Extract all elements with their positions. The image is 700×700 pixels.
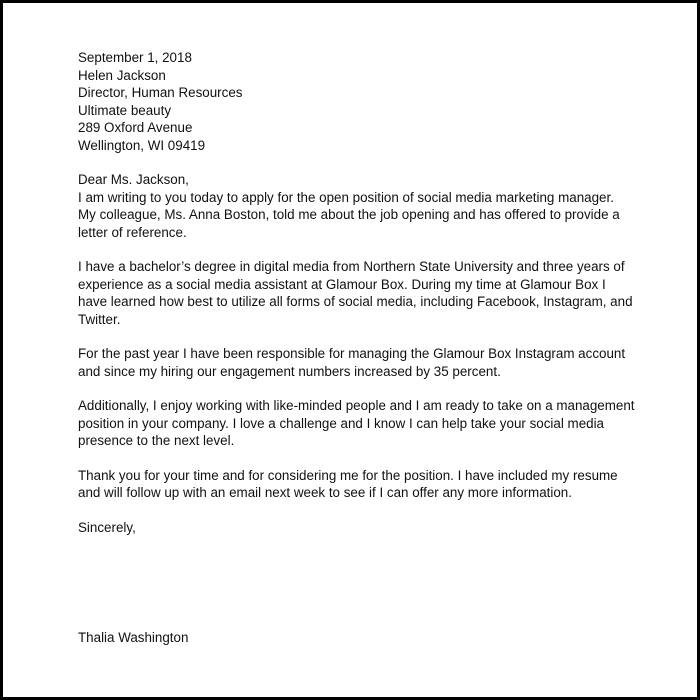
recipient-company: Ultimate beauty (78, 102, 172, 118)
paragraph-line: position in your company. I love a challenge and I know I can help take your social media (78, 415, 605, 431)
paragraph-achievement (78, 345, 638, 380)
paragraph-line: experience as a social media assistant at Glamour Box. During my time at Glamour Box I (78, 276, 606, 292)
paragraph-intro (78, 189, 638, 242)
paragraph-line: For the past year I have been responsible for managing the Glamour Box Instagram account (78, 346, 626, 361)
paragraph-closing (78, 467, 638, 502)
recipient-address (78, 67, 638, 155)
paragraph-line: I have a bachelor’s degree in digital media from Northern State University and three years of (78, 259, 625, 274)
letter-date: September 1, 2018 (78, 50, 192, 65)
closing: Sincerely, (78, 519, 136, 535)
paragraph-line: I am writing to you today to apply for the open position of social media marketing manager. (78, 189, 614, 205)
recipient-name: Helen Jackson (78, 67, 166, 83)
cover-letter (78, 49, 638, 645)
recipient-title: Director, Human Resources (78, 85, 243, 100)
signature-name: Thalia Washington (78, 630, 189, 645)
paragraph-qualifications (78, 258, 638, 328)
paragraph-line: and since my hiring our engagement numbers increased by 35 percent. (78, 363, 501, 379)
recipient-city-state-zip: Wellington, WI 09419 (78, 137, 206, 153)
paragraph-line: Twitter. (78, 311, 121, 327)
paragraph-motivation (78, 397, 638, 450)
paragraph-line: Additionally, I enjoy working with like-minded people and I am ready to take on a management (78, 398, 635, 413)
recipient-street: 289 Oxford Avenue (78, 120, 193, 135)
paragraph-line: have learned how best to utilize all forms of social media, including Facebook, Instagram, and (78, 294, 633, 309)
paragraph-line: presence to the next level. (78, 433, 235, 448)
paragraph-line: letter of reference. (78, 224, 187, 240)
paragraph-line: My colleague, Ms. Anna Boston, told me about the job opening and has offered to provide a (78, 207, 620, 222)
salutation: Dear Ms. Jackson, (78, 172, 189, 187)
paragraph-line: and will follow up with an email next week to see if I can offer any more information. (78, 485, 572, 500)
paragraph-line: Thank you for your time and for considering me for the position. I have included my resume (78, 467, 618, 483)
